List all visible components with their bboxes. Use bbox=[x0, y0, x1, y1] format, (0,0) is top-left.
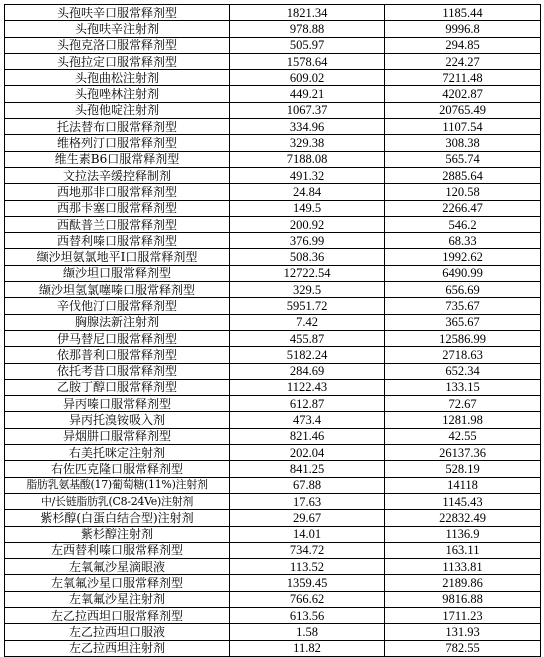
value2-cell: 224.27 bbox=[385, 53, 541, 69]
table-row bbox=[5, 86, 541, 102]
value1-cell: 14.01 bbox=[230, 526, 385, 542]
drug-name-cell: 头孢他啶注射剂 bbox=[5, 102, 230, 118]
value1-cell: 5951.72 bbox=[230, 298, 385, 314]
value2-cell: 1145.43 bbox=[385, 493, 541, 509]
value1-cell: 841.25 bbox=[230, 461, 385, 477]
value2-cell: 528.19 bbox=[385, 461, 541, 477]
drug-name-cell: 头孢克洛口服常释剂型 bbox=[5, 37, 230, 53]
table-row bbox=[5, 493, 541, 509]
value2-cell: 26137.36 bbox=[385, 445, 541, 461]
value1-cell: 149.5 bbox=[230, 200, 385, 216]
table-row bbox=[5, 151, 541, 167]
value2-cell: 652.34 bbox=[385, 363, 541, 379]
value1-cell: 284.69 bbox=[230, 363, 385, 379]
value2-cell: 782.55 bbox=[385, 640, 541, 656]
drug-name-cell: 左乙拉西坦口服液 bbox=[5, 624, 230, 640]
value1-cell: 491.32 bbox=[230, 167, 385, 183]
table-row bbox=[5, 510, 541, 526]
table-row bbox=[5, 396, 541, 412]
table-row bbox=[5, 70, 541, 86]
value1-cell: 455.87 bbox=[230, 330, 385, 346]
table-row bbox=[5, 233, 541, 249]
value1-cell: 1.58 bbox=[230, 624, 385, 640]
table-row bbox=[5, 37, 541, 53]
value1-cell: 508.36 bbox=[230, 249, 385, 265]
value1-cell: 113.52 bbox=[230, 559, 385, 575]
drug-name-cell: 托法替布口服常释剂型 bbox=[5, 119, 230, 135]
value2-cell: 14118 bbox=[385, 477, 541, 493]
drug-name-cell: 西那卡塞口服常释剂型 bbox=[5, 200, 230, 216]
value2-cell: 7211.48 bbox=[385, 70, 541, 86]
table-row bbox=[5, 119, 541, 135]
drug-name-cell: 头孢唑林注射剂 bbox=[5, 86, 230, 102]
table-row bbox=[5, 184, 541, 200]
value1-cell: 613.56 bbox=[230, 607, 385, 623]
drug-name-cell: 左氧氟沙星口服常释剂型 bbox=[5, 575, 230, 591]
value1-cell: 12722.54 bbox=[230, 265, 385, 281]
value2-cell: 1133.81 bbox=[385, 559, 541, 575]
value2-cell: 120.58 bbox=[385, 184, 541, 200]
value2-cell: 9816.88 bbox=[385, 591, 541, 607]
table-row bbox=[5, 298, 541, 314]
value2-cell: 1107.54 bbox=[385, 119, 541, 135]
value1-cell: 202.04 bbox=[230, 445, 385, 461]
table-row bbox=[5, 379, 541, 395]
table-row bbox=[5, 526, 541, 542]
table-row bbox=[5, 363, 541, 379]
table-row bbox=[5, 347, 541, 363]
table-row bbox=[5, 477, 541, 493]
value2-cell: 6490.99 bbox=[385, 265, 541, 281]
value1-cell: 334.96 bbox=[230, 119, 385, 135]
table-row bbox=[5, 461, 541, 477]
table-row bbox=[5, 330, 541, 346]
value1-cell: 1122.43 bbox=[230, 379, 385, 395]
value1-cell: 67.88 bbox=[230, 477, 385, 493]
value1-cell: 200.92 bbox=[230, 216, 385, 232]
drug-name-cell: 紫杉醇(白蛋白结合型)注射剂 bbox=[5, 510, 230, 526]
value2-cell: 4202.87 bbox=[385, 86, 541, 102]
table-row bbox=[5, 200, 541, 216]
drug-name-cell: 胸腺法新注射剂 bbox=[5, 314, 230, 330]
table-row bbox=[5, 249, 541, 265]
drug-name-cell: 异丙嗪口服常释剂型 bbox=[5, 396, 230, 412]
value2-cell: 2885.64 bbox=[385, 167, 541, 183]
table-row bbox=[5, 559, 541, 575]
drug-name-cell: 脂肪乳氨基酸(17)葡萄糖(11%)注射剂 bbox=[5, 477, 230, 493]
table-row bbox=[5, 575, 541, 591]
table-row bbox=[5, 53, 541, 69]
value2-cell: 1185.44 bbox=[385, 5, 541, 21]
value2-cell: 20765.49 bbox=[385, 102, 541, 118]
value1-cell: 1359.45 bbox=[230, 575, 385, 591]
table-row bbox=[5, 314, 541, 330]
drug-name-cell: 异烟肼口服常释剂型 bbox=[5, 428, 230, 444]
value1-cell: 766.62 bbox=[230, 591, 385, 607]
drug-name-cell: 头孢呋辛口服常释剂型 bbox=[5, 5, 230, 21]
drug-name-cell: 伊马替尼口服常释剂型 bbox=[5, 330, 230, 346]
value2-cell: 1992.62 bbox=[385, 249, 541, 265]
drug-name-cell: 维生素B6口服常释剂型 bbox=[5, 151, 230, 167]
value1-cell: 17.63 bbox=[230, 493, 385, 509]
value2-cell: 1281.98 bbox=[385, 412, 541, 428]
value1-cell: 734.72 bbox=[230, 542, 385, 558]
drug-name-cell: 依那普利口服常释剂型 bbox=[5, 347, 230, 363]
value1-cell: 29.67 bbox=[230, 510, 385, 526]
value1-cell: 612.87 bbox=[230, 396, 385, 412]
value1-cell: 5182.24 bbox=[230, 347, 385, 363]
drug-name-cell: 右美托咪定注射剂 bbox=[5, 445, 230, 461]
drug-name-cell: 左氧氟沙星注射剂 bbox=[5, 591, 230, 607]
drug-name-cell: 左氧氟沙星滴眼液 bbox=[5, 559, 230, 575]
value2-cell: 735.67 bbox=[385, 298, 541, 314]
value2-cell: 546.2 bbox=[385, 216, 541, 232]
value1-cell: 609.02 bbox=[230, 70, 385, 86]
drug-name-cell: 右佐匹克隆口服常释剂型 bbox=[5, 461, 230, 477]
value1-cell: 505.97 bbox=[230, 37, 385, 53]
value2-cell: 294.85 bbox=[385, 37, 541, 53]
table-body bbox=[5, 5, 541, 657]
value2-cell: 308.38 bbox=[385, 135, 541, 151]
table-row bbox=[5, 640, 541, 656]
table-row bbox=[5, 135, 541, 151]
value1-cell: 978.88 bbox=[230, 21, 385, 37]
table-row bbox=[5, 445, 541, 461]
table-row bbox=[5, 607, 541, 623]
table-row bbox=[5, 21, 541, 37]
value2-cell: 2189.86 bbox=[385, 575, 541, 591]
value2-cell: 656.69 bbox=[385, 282, 541, 298]
drug-name-cell: 乙胺丁醇口服常释剂型 bbox=[5, 379, 230, 395]
drug-name-cell: 紫杉醇注射剂 bbox=[5, 526, 230, 542]
value1-cell: 7.42 bbox=[230, 314, 385, 330]
table-row bbox=[5, 282, 541, 298]
drug-name-cell: 西地那非口服常释剂型 bbox=[5, 184, 230, 200]
value2-cell: 565.74 bbox=[385, 151, 541, 167]
value2-cell: 1136.9 bbox=[385, 526, 541, 542]
value1-cell: 11.82 bbox=[230, 640, 385, 656]
table-row bbox=[5, 102, 541, 118]
drug-name-cell: 中/长链脂肪乳(C8-24Ve)注射剂 bbox=[5, 493, 230, 509]
drug-name-cell: 左乙拉西坦口服常释剂型 bbox=[5, 607, 230, 623]
value2-cell: 163.11 bbox=[385, 542, 541, 558]
drug-name-cell: 辛伐他汀口服常释剂型 bbox=[5, 298, 230, 314]
value2-cell: 131.93 bbox=[385, 624, 541, 640]
table-row bbox=[5, 428, 541, 444]
value1-cell: 449.21 bbox=[230, 86, 385, 102]
value1-cell: 821.46 bbox=[230, 428, 385, 444]
drug-name-cell: 头孢曲松注射剂 bbox=[5, 70, 230, 86]
value1-cell: 24.84 bbox=[230, 184, 385, 200]
value2-cell: 1711.23 bbox=[385, 607, 541, 623]
value2-cell: 9996.8 bbox=[385, 21, 541, 37]
value1-cell: 376.99 bbox=[230, 233, 385, 249]
drug-name-cell: 维格列汀口服常释剂型 bbox=[5, 135, 230, 151]
table-row bbox=[5, 624, 541, 640]
drug-name-cell: 缬沙坦氢氯噻嗪口服常释剂型 bbox=[5, 282, 230, 298]
value2-cell: 365.67 bbox=[385, 314, 541, 330]
value2-cell: 42.55 bbox=[385, 428, 541, 444]
table-row bbox=[5, 265, 541, 281]
value2-cell: 2718.63 bbox=[385, 347, 541, 363]
value1-cell: 329.5 bbox=[230, 282, 385, 298]
drug-name-cell: 异丙托溴铵吸入剂 bbox=[5, 412, 230, 428]
table-row bbox=[5, 167, 541, 183]
drug-name-cell: 西替利嗪口服常释剂型 bbox=[5, 233, 230, 249]
table-row bbox=[5, 5, 541, 21]
value2-cell: 22832.49 bbox=[385, 510, 541, 526]
drug-name-cell: 头孢呋辛注射剂 bbox=[5, 21, 230, 37]
drug-name-cell: 缬沙坦口服常释剂型 bbox=[5, 265, 230, 281]
value1-cell: 1578.64 bbox=[230, 53, 385, 69]
drug-name-cell: 头孢拉定口服常释剂型 bbox=[5, 53, 230, 69]
value2-cell: 2266.47 bbox=[385, 200, 541, 216]
drug-price-table bbox=[4, 4, 541, 657]
table-row bbox=[5, 542, 541, 558]
drug-name-cell: 依托考昔口服常释剂型 bbox=[5, 363, 230, 379]
drug-name-cell: 文拉法辛缓控释制剂 bbox=[5, 167, 230, 183]
value1-cell: 1821.34 bbox=[230, 5, 385, 21]
drug-name-cell: 西酞普兰口服常释剂型 bbox=[5, 216, 230, 232]
value2-cell: 68.33 bbox=[385, 233, 541, 249]
table-row bbox=[5, 412, 541, 428]
value1-cell: 473.4 bbox=[230, 412, 385, 428]
table-row bbox=[5, 591, 541, 607]
value1-cell: 1067.37 bbox=[230, 102, 385, 118]
value2-cell: 12586.99 bbox=[385, 330, 541, 346]
table-row bbox=[5, 216, 541, 232]
value1-cell: 7188.08 bbox=[230, 151, 385, 167]
drug-name-cell: 左乙拉西坦注射剂 bbox=[5, 640, 230, 656]
drug-name-cell: 缬沙坦氨氯地平Ⅰ口服常释剂型 bbox=[5, 249, 230, 265]
value2-cell: 72.67 bbox=[385, 396, 541, 412]
drug-name-cell: 左西替利嗪口服常释剂型 bbox=[5, 542, 230, 558]
value1-cell: 329.38 bbox=[230, 135, 385, 151]
value2-cell: 133.15 bbox=[385, 379, 541, 395]
